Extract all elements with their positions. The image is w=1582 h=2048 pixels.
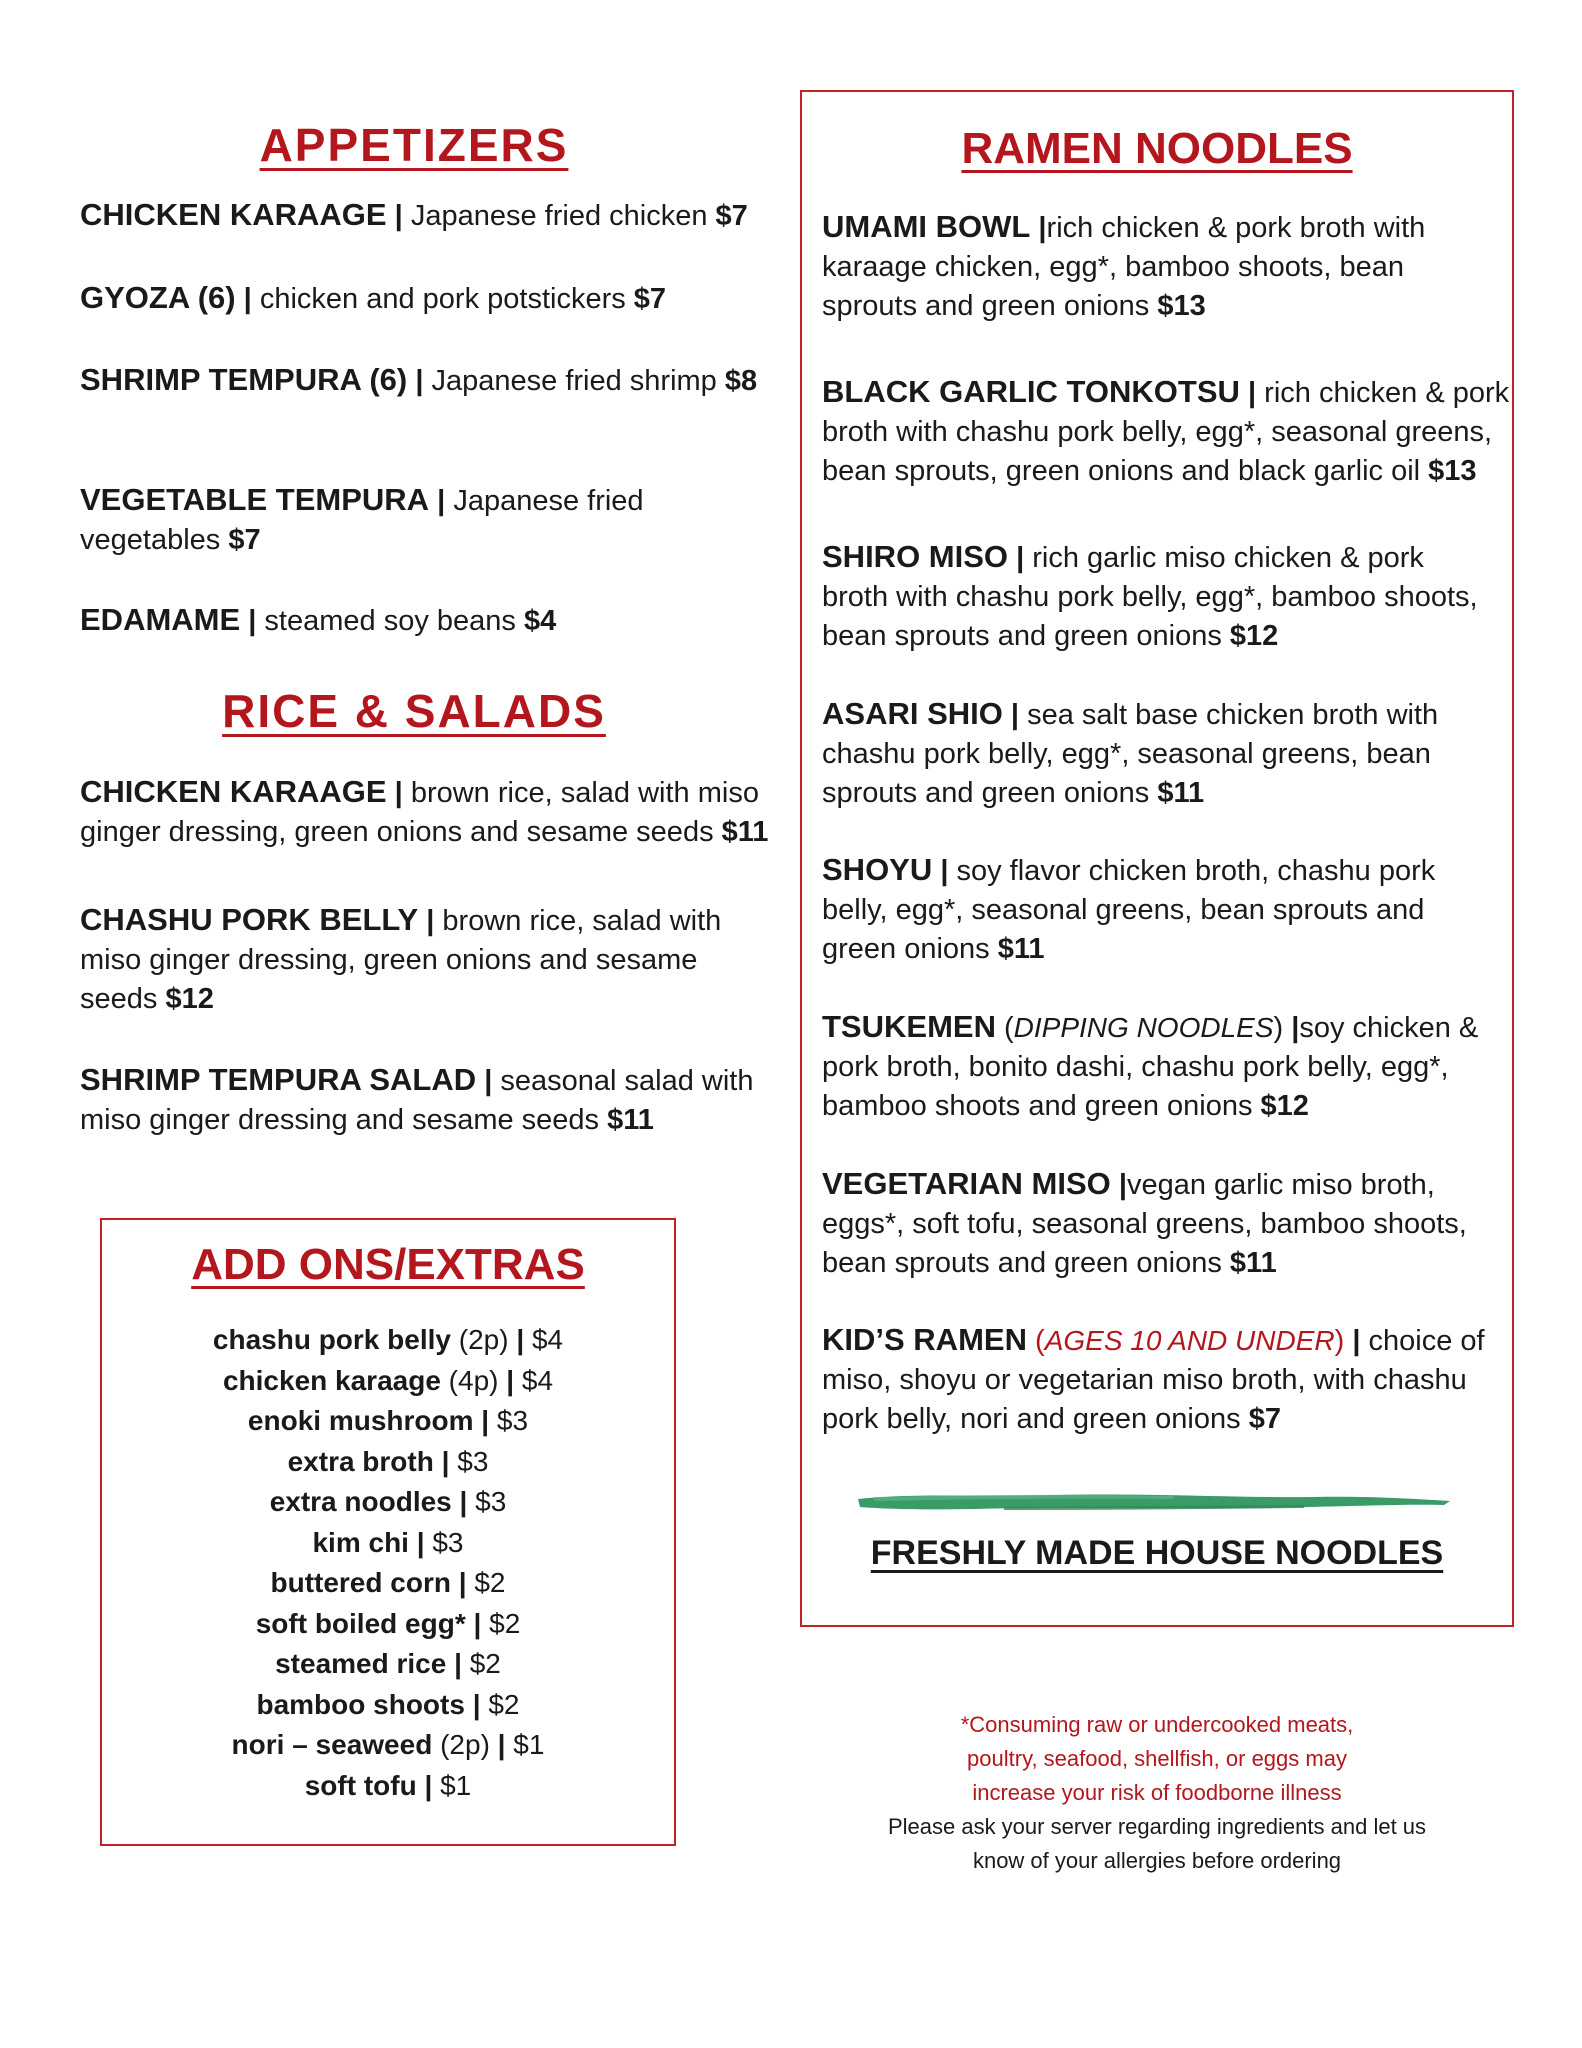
- disclaimer-line: *Consuming raw or undercooked meats,: [960, 1712, 1354, 1737]
- addon-name: extra broth: [287, 1445, 434, 1477]
- menu-item-karaage-rice: [80, 772, 770, 852]
- ramen-item-kids: KID’S RAMEN (AGES 10 AND UNDER) | choice of miso, shoyu or vegetarian miso broth, with chashu pork belly, nori and green onions $7: [822, 1322, 1485, 1435]
- addons-heading: ADD ONS/EXTRAS: [191, 1240, 585, 1289]
- addon-item: chicken karaage (4p) | $4: [222, 1364, 554, 1396]
- house-noodles-banner: FRESHLY MADE HOUSE NOODLES: [870, 1534, 1444, 1572]
- addon-item: soft tofu | $1: [304, 1769, 472, 1801]
- separator: |: [1352, 1325, 1361, 1357]
- item-name: SHRIMP TEMPURA (6): [80, 362, 408, 397]
- item-desc: seasonal salad with miso ginger dressing and sesame seeds: [80, 1065, 754, 1136]
- addon-price: $3: [475, 1486, 507, 1517]
- addon-qty: (4p): [448, 1364, 499, 1396]
- ramen-item-umami: [822, 207, 1492, 326]
- addon-item: extra noodles | $3: [269, 1486, 507, 1517]
- addon-item: buttered corn | $2: [270, 1567, 506, 1598]
- item-name: KID’S RAMEN: [822, 1322, 1027, 1357]
- allergy-disclaimer: [800, 1708, 1514, 1878]
- menu-item-edamame: [80, 600, 760, 641]
- separator: |: [394, 777, 403, 809]
- separator: |: [1016, 542, 1025, 574]
- separator: |: [1010, 699, 1020, 731]
- item-price: $11: [721, 816, 769, 848]
- item-price: $12: [165, 983, 214, 1015]
- ramen-box: [800, 90, 1514, 1627]
- item-name: VEGETABLE TEMPURA: [80, 482, 430, 517]
- separator: |: [1247, 377, 1257, 409]
- item-name: TSUKEMEN: [822, 1009, 996, 1044]
- separator: |: [940, 855, 949, 887]
- addon-name: enoki mushroom: [247, 1405, 474, 1436]
- item-name: CHICKEN KARAAGE: [80, 197, 387, 232]
- item-subtitle: AGES 10 AND UNDER: [1044, 1325, 1335, 1356]
- item-price: $11: [1229, 1247, 1277, 1279]
- item-price: $4: [523, 605, 557, 637]
- item-price: $11: [1157, 777, 1205, 809]
- ramen-item-asari-shio: [822, 694, 1492, 813]
- addon-price: $2: [489, 1607, 521, 1639]
- separator: |: [248, 605, 257, 637]
- item-subtitle: DIPPING NOODLES: [1013, 1012, 1274, 1043]
- separator: |: [1038, 212, 1047, 244]
- separator: |: [1291, 1012, 1300, 1044]
- addon-item: soft boiled egg* | $2: [255, 1607, 521, 1639]
- item-price: $12: [1260, 1090, 1309, 1122]
- addon-price: $4: [521, 1364, 554, 1396]
- rice-salads-heading: RICE & SALADS: [222, 685, 606, 737]
- disclaimer-line: poultry, seafood, shellfish, or eggs may: [967, 1746, 1347, 1771]
- ramen-item-black-garlic: [822, 372, 1512, 491]
- ramen-item-shoyu: [822, 850, 1502, 969]
- item-desc: rich chicken & pork broth with karaage chicken, egg*, bamboo shoots, bean sprouts and green onions: [822, 212, 1426, 322]
- item-price: $13: [1157, 290, 1206, 322]
- addon-price: $3: [432, 1526, 464, 1558]
- addon-item: steamed rice | $2: [275, 1648, 501, 1679]
- item-desc: steamed soy beans: [264, 605, 516, 637]
- addon-qty: (2p): [440, 1729, 490, 1760]
- disclaimer-line: increase your risk of foodborne illness: [972, 1780, 1342, 1805]
- ramen-item-vegetarian-miso: [822, 1164, 1502, 1283]
- menu-item-shrimp-salad: [80, 1060, 770, 1140]
- separator: |: [394, 200, 403, 232]
- addon-name: buttered corn: [270, 1567, 451, 1598]
- separator: |: [415, 365, 424, 397]
- menu-item-vegetable-tempura: [80, 480, 680, 560]
- item-name: ASARI SHIO: [822, 696, 1003, 731]
- separator: |: [437, 485, 446, 517]
- item-price: $13: [1428, 455, 1477, 487]
- item-desc: soy chicken & pork broth, bonito dashi, chashu pork belly, egg*, bamboo shoots and green onions: [822, 1012, 1479, 1122]
- addon-price: $4: [531, 1324, 564, 1355]
- addon-item: nori – seaweed (2p) | $1: [231, 1729, 545, 1760]
- item-desc: rich garlic miso chicken & pork broth with chashu pork belly, egg*, bamboo shoots, bean sprouts and green onions: [822, 542, 1478, 652]
- item-desc: sea salt base chicken broth with chashu pork belly, egg*, seasonal greens, bean sprouts and green onions: [822, 699, 1439, 809]
- item-price: $8: [724, 365, 758, 397]
- addon-name: kim chi: [312, 1526, 409, 1558]
- addon-item: bamboo shoots | $2: [256, 1688, 520, 1720]
- left-column: [0, 0, 790, 1200]
- addon-name: chashu pork belly: [212, 1324, 451, 1355]
- item-desc: soy flavor chicken broth, chashu pork belly, egg*, seasonal greens, bean sprouts and green onions: [822, 855, 1436, 965]
- item-desc: Japanese fried shrimp: [431, 365, 717, 397]
- green-brush-stroke: [854, 1489, 1454, 1515]
- ramen-item-shiro-miso: [822, 537, 1492, 656]
- item-name: BLACK GARLIC TONKOTSU: [822, 374, 1240, 409]
- separator: |: [484, 1065, 493, 1097]
- item-name: CHICKEN KARAAGE: [80, 774, 387, 809]
- appetizers-heading: APPETIZERS: [259, 119, 569, 171]
- item-desc: chicken and pork potstickers: [259, 283, 626, 315]
- addons-box: [100, 1218, 676, 1846]
- disclaimer-line: know of your allergies before ordering: [972, 1848, 1342, 1873]
- ramen-heading: RAMEN NOODLES: [961, 124, 1353, 173]
- item-price: $7: [228, 524, 261, 556]
- item-name: SHIRO MISO: [822, 539, 1009, 574]
- addon-price: $2: [469, 1648, 501, 1679]
- item-name: SHRIMP TEMPURA SALAD: [80, 1062, 477, 1097]
- addon-name: soft boiled egg*: [255, 1607, 466, 1639]
- menu-item-gyoza: [80, 278, 760, 319]
- addon-name: steamed rice: [275, 1648, 447, 1679]
- item-name: UMAMI BOWL: [822, 209, 1031, 244]
- addon-item: chashu pork belly (2p) | $4: [212, 1324, 564, 1355]
- item-desc: rich chicken & pork broth with chashu pork belly, egg*, seasonal greens, bean sprouts, green onions and black garlic oil: [822, 377, 1510, 487]
- addon-item: kim chi | $3: [312, 1526, 464, 1558]
- separator: |: [1118, 1169, 1127, 1201]
- addon-name: soft tofu: [304, 1769, 417, 1801]
- item-name: VEGETARIAN MISO: [822, 1166, 1111, 1201]
- item-desc: brown rice, salad with miso ginger dressing, green onions and sesame seeds: [80, 777, 759, 848]
- addons-list: [102, 1320, 674, 1806]
- item-price: $7: [715, 200, 748, 232]
- item-desc: choice of miso, shoyu or vegetarian miso broth, with chashu pork belly, nori and green onions: [822, 1325, 1485, 1435]
- addon-price: $2: [474, 1567, 506, 1598]
- separator: |: [426, 905, 435, 937]
- menu-item-chicken-karaage: [80, 195, 760, 236]
- item-price: $7: [1248, 1403, 1281, 1435]
- addon-item: enoki mushroom | $3: [247, 1405, 529, 1436]
- addon-name: chicken karaage: [222, 1364, 441, 1396]
- addon-item: extra broth | $3: [287, 1445, 489, 1477]
- menu-item-shrimp-tempura: [80, 360, 760, 401]
- item-name: GYOZA (6): [80, 280, 236, 315]
- addon-price: $3: [496, 1405, 529, 1436]
- addon-name: bamboo shoots: [256, 1688, 465, 1720]
- addon-qty: (2p): [458, 1324, 509, 1355]
- addon-price: $1: [440, 1769, 472, 1801]
- menu-item-chashu-rice: [80, 900, 770, 1019]
- ramen-item-tsukemen: TSUKEMEN (DIPPING NOODLES) |soy chicken & pork broth, bonito dashi, chashu pork belly, egg*, bamboo shoots and green onions $12: [822, 1009, 1479, 1122]
- item-name: SHOYU: [822, 852, 933, 887]
- item-price: $12: [1229, 620, 1279, 652]
- item-desc: vegan garlic miso broth, eggs*, soft tofu, seasonal greens, bamboo shoots, bean sprouts and green onions: [822, 1169, 1467, 1279]
- item-desc: brown rice, salad with miso ginger dressing, green onions and sesame seeds: [80, 905, 722, 1015]
- item-desc: Japanese fried chicken: [410, 200, 708, 232]
- disclaimer-line: Please ask your server regarding ingredients and let us: [887, 1814, 1427, 1839]
- addon-price: $1: [513, 1729, 545, 1760]
- separator: |: [243, 283, 252, 315]
- item-price: $11: [997, 933, 1045, 965]
- addon-name: extra noodles: [269, 1486, 452, 1517]
- item-price: $7: [633, 283, 667, 315]
- item-name: EDAMAME: [80, 602, 241, 637]
- addon-name: nori – seaweed: [231, 1729, 433, 1760]
- addon-price: $2: [488, 1688, 520, 1720]
- item-name: CHASHU PORK BELLY: [80, 902, 419, 937]
- addon-price: $3: [457, 1445, 489, 1477]
- item-price: $11: [607, 1104, 654, 1136]
- item-desc: Japanese fried vegetables: [80, 485, 644, 556]
